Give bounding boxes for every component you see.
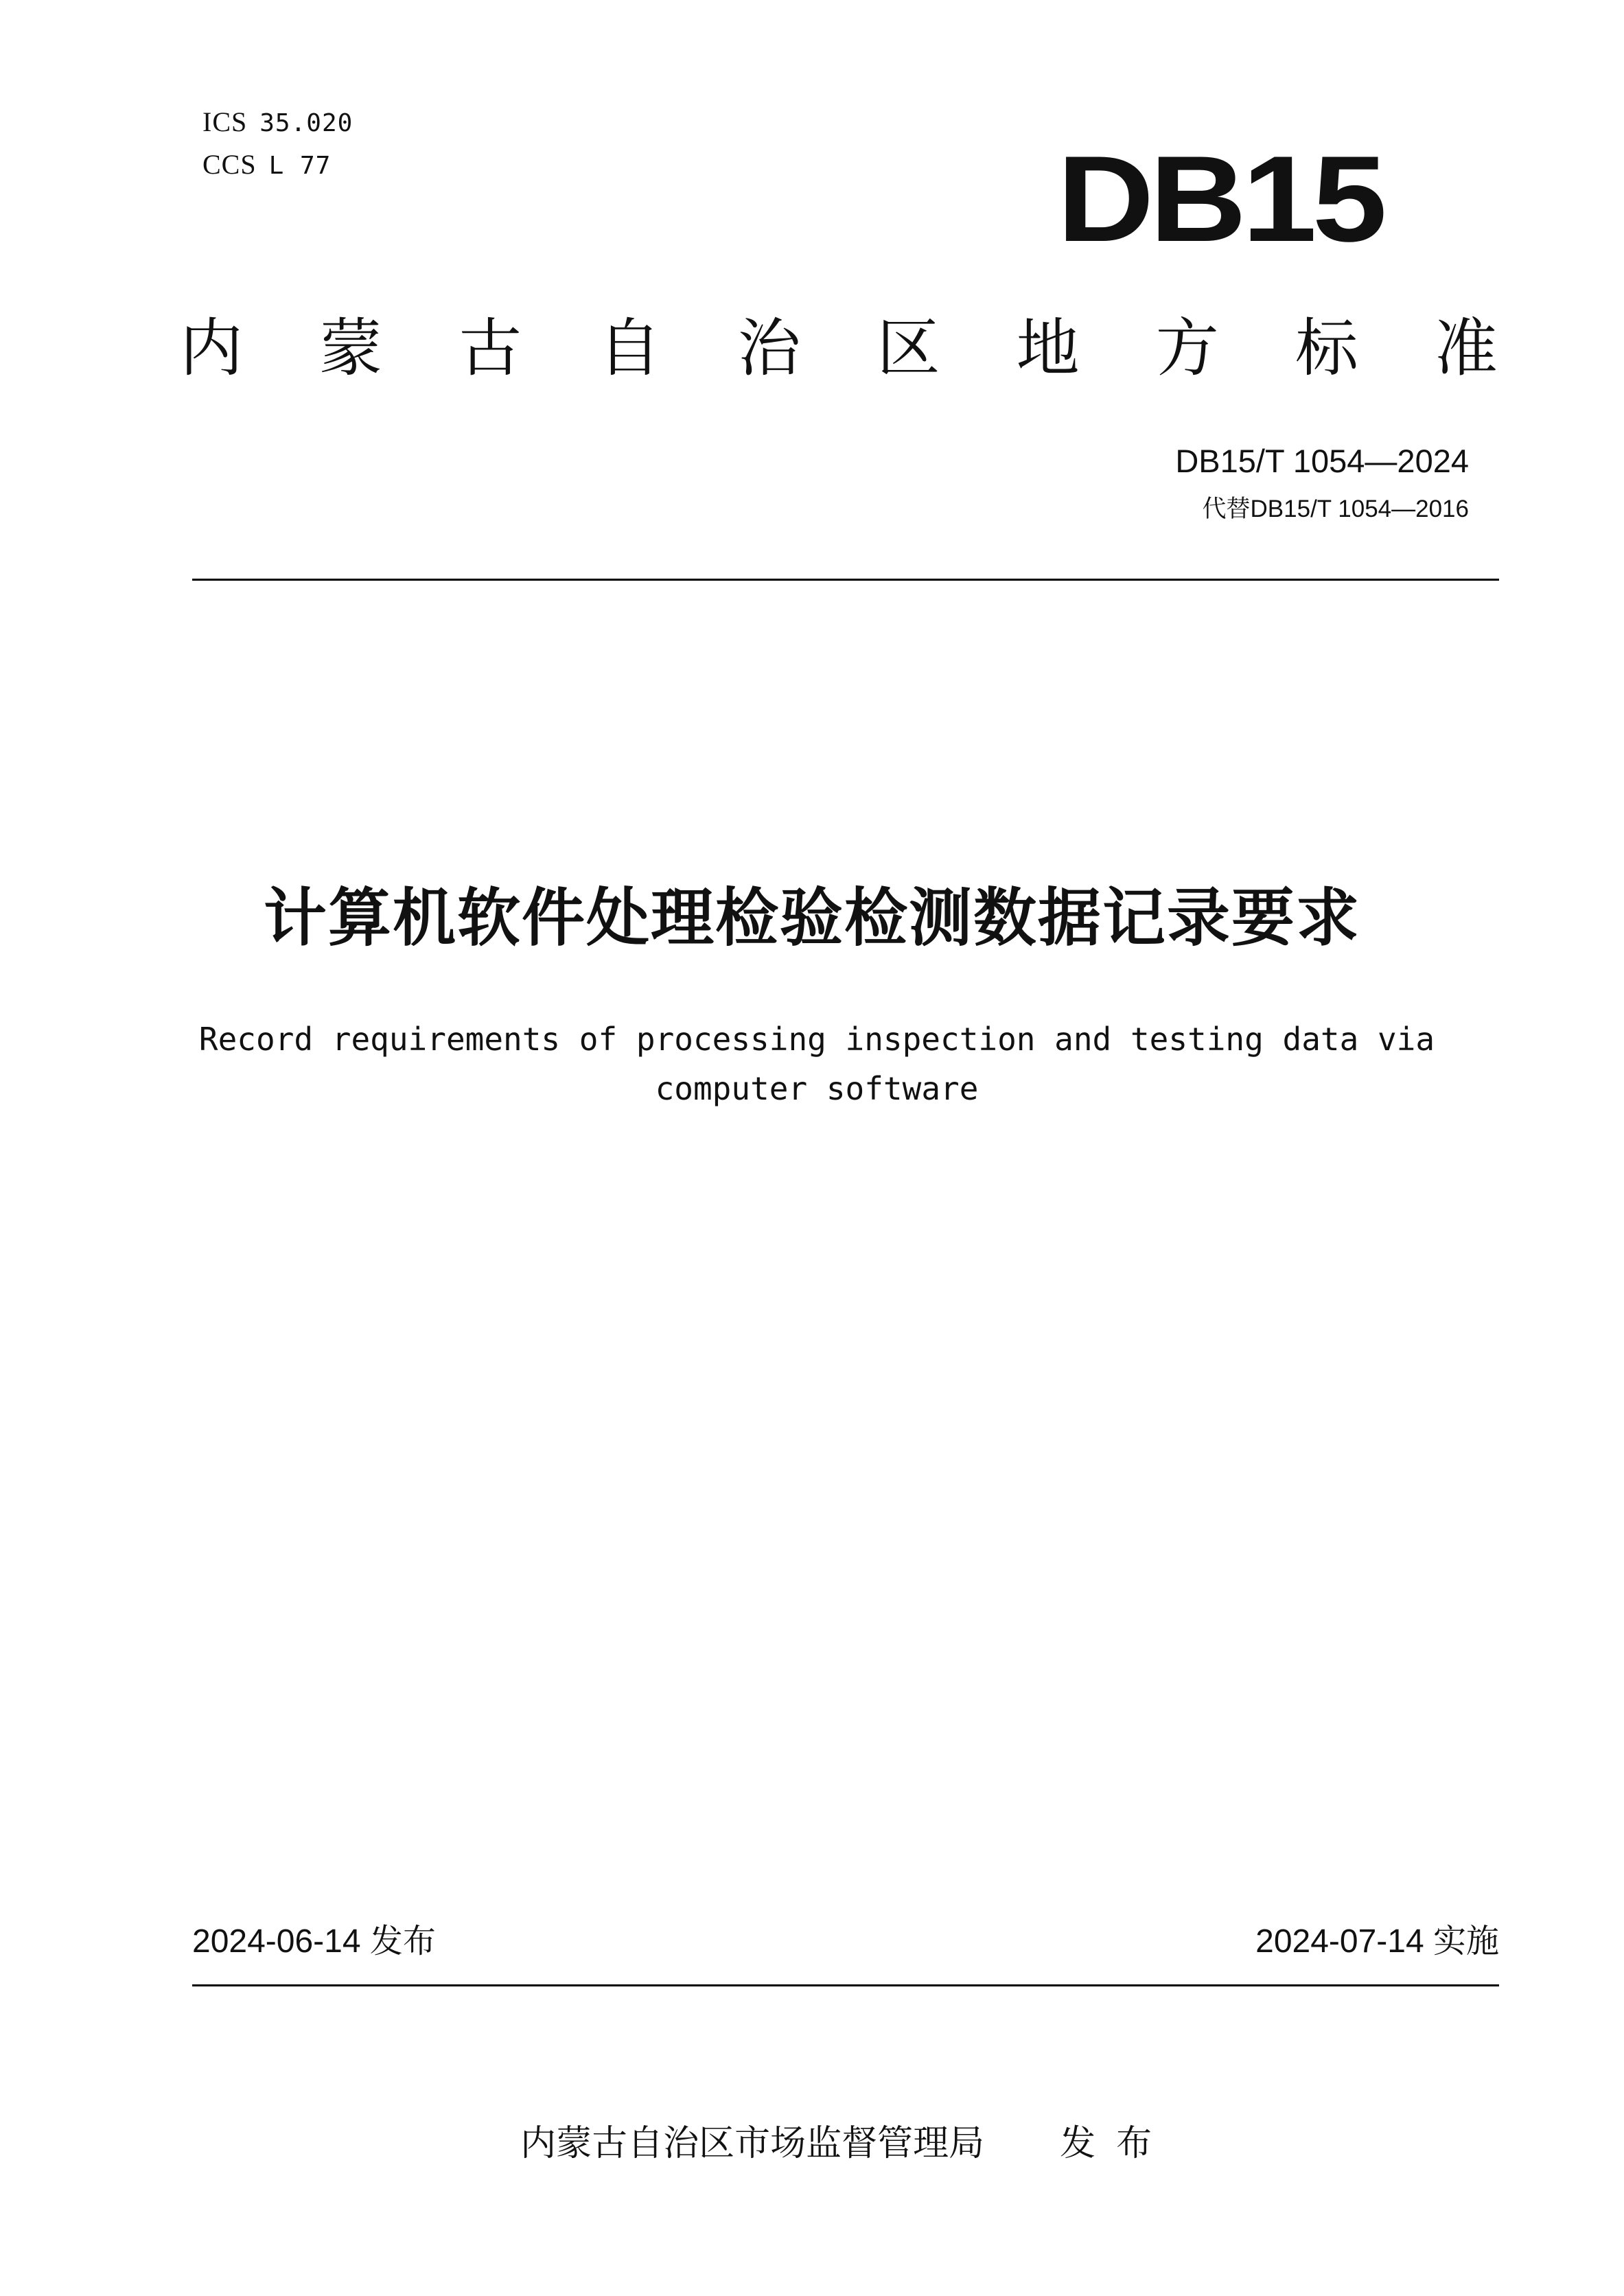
standard-number: DB15/T 1054—2024	[1175, 443, 1469, 479]
title-en-line-1: Record requirements of processing inspection and testing data via	[198, 1021, 1435, 1058]
ics-label: ICS	[202, 106, 248, 137]
category-char: 古	[459, 312, 522, 385]
category-char: 内	[180, 312, 244, 385]
document-title-zh: 计算机软件处理检验检测数据记录要求	[263, 881, 1360, 955]
db15-logo: DB15	[1057, 130, 1383, 267]
category-char: 方	[1155, 312, 1219, 385]
category-char: 区	[877, 312, 940, 385]
category-char: 治	[737, 312, 801, 385]
publish-date: 2024-06-14 发布	[192, 1923, 436, 1960]
replaced-standard: 代替DB15/T 1054—2016	[1202, 496, 1469, 522]
ccs-code	[187, 124, 331, 178]
category-char: 准	[1434, 312, 1498, 385]
issuer	[498, 2090, 1173, 2164]
ics-value: 35.020	[259, 109, 353, 137]
issuer-action: 发布	[1060, 2123, 1173, 2164]
category-char: 标	[1295, 312, 1358, 385]
category-char: 蒙	[319, 312, 383, 385]
category-char: 自	[598, 312, 662, 385]
issuer-organization: 内蒙古自治区市场监督管理局	[520, 2123, 985, 2164]
category-char: 地	[1016, 312, 1080, 385]
title-en-line-2: computer software	[655, 1070, 979, 1107]
implement-date: 2024-07-14 实施	[1255, 1923, 1499, 1960]
standard-category-title	[180, 312, 1498, 385]
bottom-divider	[192, 1984, 1499, 1986]
ccs-value: L 77	[268, 152, 332, 180]
top-divider	[192, 579, 1499, 581]
document-title-en	[178, 1014, 1455, 1113]
ccs-label: CCS	[202, 149, 257, 180]
